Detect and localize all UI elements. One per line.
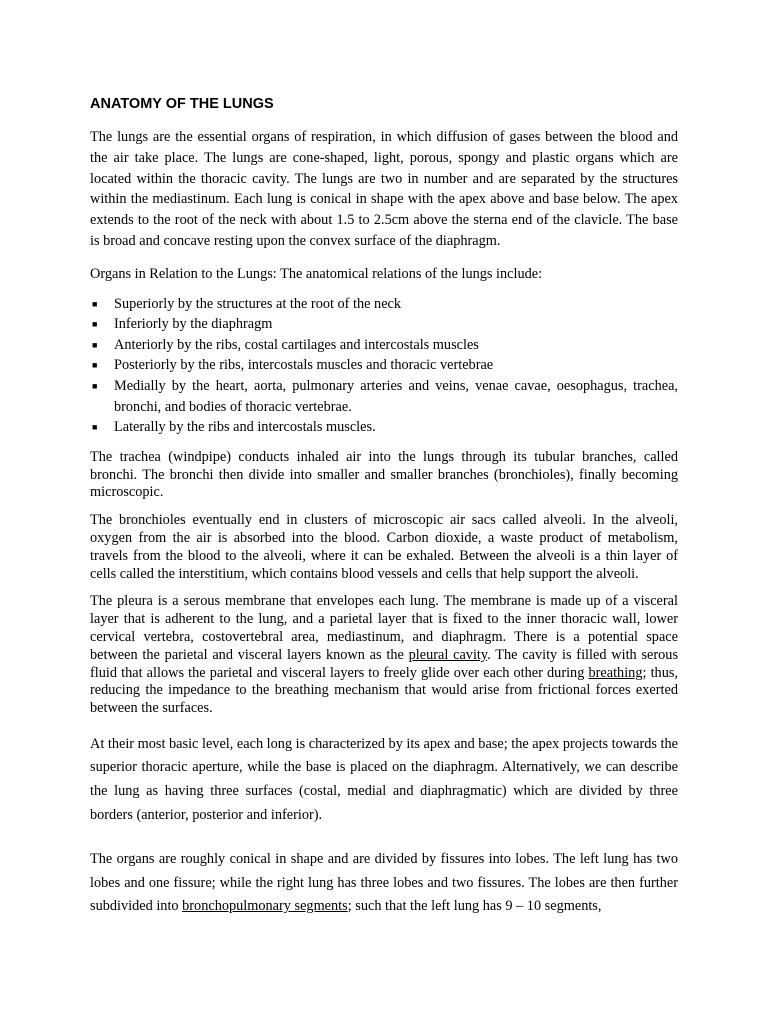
trachea-paragraph: The trachea (windpipe) conducts inhaled air into the lungs through its tubular branches, called bronchi. The bronchi then divide into smaller and smaller branches (bronchioles), finally becoming microscopic.: [90, 448, 678, 501]
basic-level-paragraph: At their most basic level, each long is characterized by its apex and base; the apex projects towards the superior thoracic aperture, while the base is placed on the diaphragm. Alternatively, we can describe the lung as having three surfaces (costal, medial and diaphragmatic) which are divided by three borders (anterior, posterior and inferior).: [90, 735, 678, 823]
organs-intro-paragraph: Organs in Relation to the Lungs: The anatomical relations of the lungs include:: [90, 265, 543, 282]
square-bullet-icon: ■: [92, 298, 98, 309]
list-item: ■ Medially by the heart, aorta, pulmonary arteries and veins, venae cavae, oesophagus, trachea, bronchi, and bodies of thoracic vertebrae.: [92, 377, 678, 415]
square-bullet-icon: ■: [92, 360, 98, 371]
intro-paragraph: The lungs are the essential organs of respiration, in which diffusion of gases between the blood and the air take place. The lungs are cone-shaped, light, porous, spongy and plastic organs which are located within the thoracic cavity. The lungs are two in number and are separated by the structures within the mediastinum. Each lung is conical in shape with the apex above and base below. The apex extends to the root of the neck with about 1.5 to 2.5cm above the sterna end of the clavicle. The base is broad and concave resting upon the convex surface of the diaphragm.: [90, 129, 678, 249]
list-item: ■ Laterally by the ribs and intercostals muscles.: [114, 417, 678, 438]
bronchioles-paragraph: The bronchioles eventually end in clusters of microscopic air sacs called alveoli. In the alveoli, oxygen from the air is absorbed into the blood. Carbon dioxide, a waste product of metabolism, travels from the blood to the alveoli, where it can be exhaled. Between the alveoli is a thin layer of cells called the interstitium, which contains blood vessels and cells that help support the alveoli.: [90, 512, 678, 582]
breathing-link[interactable]: breathing: [588, 664, 643, 681]
document-page: [90, 95, 678, 919]
pleura-paragraph: The pleura is a serous membrane that envelopes each lung. The membrane is made up of a visceral layer that is adherent to the lung, and a parietal layer that is fixed to the inner thoracic wall, lower cervical vertebra, costovertebral area, mediastinum, and diaphragm. There is a potential space between the parietal and visceral layers known as the pleural cavity. The cavity is filled with serous fluid that allows the parietal and visceral layers to freely glide over each other during breathing; thus, reducing the impedance to the breathing mechanism that would arise from frictional forces exerted between the surfaces.: [90, 593, 679, 717]
square-bullet-icon: ■: [92, 422, 98, 433]
square-bullet-icon: ■: [92, 319, 98, 330]
relations-list: [90, 294, 678, 438]
square-bullet-icon: ■: [92, 380, 98, 391]
pleural-cavity-link[interactable]: pleural cavity: [408, 646, 488, 663]
list-item: ■ Posteriorly by the ribs, intercostals muscles and thoracic vertebrae: [114, 355, 678, 376]
square-bullet-icon: ■: [92, 339, 98, 350]
list-item: ■ Inferiorly by the diaphragm: [114, 314, 678, 335]
page-title: ANATOMY OF THE LUNGS: [90, 96, 274, 112]
list-item: ■ Anteriorly by the ribs, costal cartilages and intercostals muscles: [114, 335, 678, 356]
bronchopulmonary-segments-link[interactable]: bronchopulmonary segments: [182, 898, 348, 915]
lobes-paragraph: The organs are roughly conical in shape and are divided by fissures into lobes. The left lung has two lobes and one fissure; while the right lung has three lobes and two fissures. The lobes are then further subdivided into bronchopulmonary segments; such that the left lung has 9 – 10 segments,: [90, 851, 678, 915]
list-item: ■ Superiorly by the structures at the root of the neck: [114, 294, 678, 315]
